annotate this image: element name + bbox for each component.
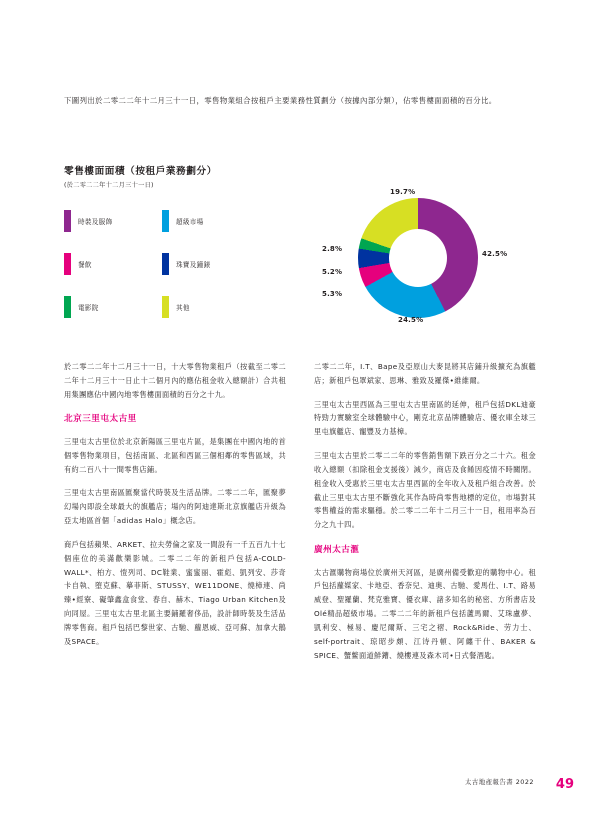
legend-item-fnb	[64, 253, 156, 275]
body-column-right	[314, 360, 536, 672]
page-number: 49	[555, 777, 574, 792]
legend-item-supermarket	[162, 210, 254, 232]
legend-swatch-cinema	[64, 296, 71, 318]
legend-label-fashion: 時裝及服飾	[78, 218, 113, 226]
legend-label-others: 其他	[176, 304, 190, 312]
legend-label-jewellery: 珠寶及鐘錶	[176, 261, 211, 269]
footer-report-title: 太古地產報告書 2022	[464, 778, 534, 786]
legend-item-jewellery	[162, 253, 254, 275]
donut-ring	[358, 198, 478, 318]
legend-item-cinema	[64, 296, 156, 318]
legend-swatch-fashion	[64, 210, 71, 232]
legend-swatch-fnb	[64, 253, 71, 275]
left-para-3: 三里屯太古里南區匯聚當代時裝及生活品牌。二零二二年，匯聚夢幻場內即設全球最大的旗艦店；場內的阿迪達斯北京旗艦店升級為亞太地區首個「adidas Halo」概念店。	[64, 488, 286, 526]
pct-label-fnb: 5.3%	[322, 290, 343, 298]
pct-label-supermarket: 24.5%	[398, 316, 424, 324]
chart-subtitle: (於二零二二年十二月三十一日)	[64, 182, 154, 189]
intro-paragraph: 下圖列出於二零二二年十二月三十一日，零售物業組合按租戶主要業務性質劃分（按據內部分類），佔零售樓面面積的百分比。	[64, 96, 497, 105]
pct-label-fashion: 42.5%	[482, 250, 508, 258]
legend-item-others	[162, 296, 254, 318]
left-para-4: 商戶包括蘋果、ARKET、拉夫勞倫之家及一間設有一千五百九十七個座位的美滿歡樂影城。二零二二年的新租戶包括A-COLD-WALL*、柏方、愷列司、DC鞋業、蜜蜜丽、霍彪、凱列安、莎奇卡自執、堕克蘇、摹菲斯、STUSSY、WE11DONE、燒樟連、尚臻•經寮、礙肇鑫盒食堂、春自、赫木、Tiago Urban Kitchen及向同屋。三里屯太古里北區主要鋪羅奢侈品，設計師時裝及生活品牌零售商。租戶包括巴黎世家、古馳、蘿恩威、亞可蘇、加拿大鵝及SPACE。	[64, 539, 286, 646]
right-para-2: 三里屯太古里西區為三里屯太古里南區的延伸，租戶包括DKL迪豪特勁力實驗室全球體驗中心，剛克北京品牌體驗店、優衣庫全球三里屯旗艦店、寵豐及力基樟。	[314, 399, 536, 437]
chart-legend	[64, 210, 254, 318]
left-heading-sanlitun: 北京三里屯太古里	[64, 414, 137, 425]
legend-label-supermarket: 超級市場	[176, 218, 204, 226]
pct-label-cinema: 2.8%	[322, 245, 343, 253]
donut-chart	[300, 188, 530, 328]
legend-item-fashion	[64, 210, 156, 232]
legend-label-fnb: 餐飲	[78, 261, 92, 269]
left-para-2: 三里屯太古里位於北京新陽區三里屯片區，是集團在中國內地的首個零售物業項目，包括南區、北區和西區三個相鄰的零售區域，共有約二百八十一間零售店鋪。	[64, 436, 286, 474]
donut-hole	[389, 229, 447, 287]
legend-swatch-jewellery	[162, 253, 169, 275]
right-para-3: 三里屯太古里於二零二二年的零售銷售額下跌百分之二十六。租金收入總額（扣除租金支援後）減少，商店及食餚因疫情不時關閉。租金收入受惠於三里屯太古里西區的全年收入及租戶組合改善。於截止三里屯太古里不斷強化其作為時尚零售地標的定位，市場對其零售權益的需求驅穩。於二零二二年十二月三十一日，租用率為百分之九十四。	[314, 451, 536, 530]
body-column-left	[64, 360, 286, 659]
right-para-1: 二零二二年，I.T、Bape及亞原山大麥昆將其店鋪升級擴充為旗艦店；新租戶包罩斌家、思琳、雅致及羅傑•維維爾。	[314, 362, 536, 385]
legend-swatch-supermarket	[162, 210, 169, 232]
left-para-1: 於二零二二年十二月三十一日，十大零售物業租戶（按截至二零二二年十二月三十一日止十二個月內的應佔租金收入總額計）合共租用集團應佔中國內地零售樓面面積的百分之十九。	[64, 362, 286, 399]
pct-label-jewellery: 5.2%	[322, 268, 343, 276]
pct-label-others: 19.7%	[390, 188, 416, 196]
legend-swatch-others	[162, 296, 169, 318]
chart-title: 零售樓面面積（按租戶業務劃分）	[64, 166, 217, 177]
right-heading-taikoohui: 廣州太古滙	[314, 545, 360, 556]
right-para-4: 太古滙購物商場位於廣州天河區，是廣州備受歡迎的購物中心。租戶包括蘿媒家、卡地亞、香奈兒、迪奧、古馳、愛馬仕、I.T、路易威登、聖羅蘭、梵克雅寶、優衣庫、諸多知名的秘密、方所書店及Olé精品超級市場。二零二二年的新租戶包括蘆馬爾、艾珠盧夢、凱利安、極易、慶尼爾斯、三宅之褶、Rock&Ride、劳力士、self-portrait、琼昭步頗、江诗丹頓、阿纏干什、BAKER & SPICE、蟹鳖面道鮮鏪、燒樓連及森木司•日式餐酒匙。	[314, 567, 536, 660]
legend-label-cinema: 電影院	[78, 304, 99, 312]
